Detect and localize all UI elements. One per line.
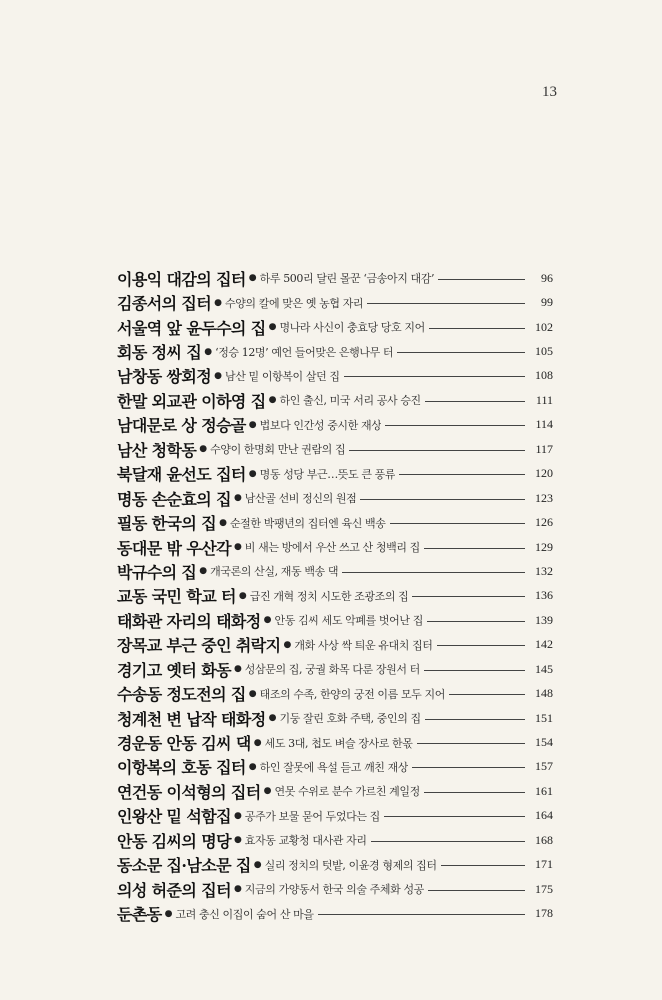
toc-entry-page-number: 111 (535, 392, 553, 407)
toc-entry-title: 동대문 밖 우산각 (117, 538, 231, 558)
toc-entry (117, 364, 553, 388)
toc-entry-description: 명동 성당 부근…뜻도 큰 풍류 (259, 467, 396, 481)
bullet-icon: ● (268, 713, 277, 724)
toc-entry-title: 김종서의 집터 (117, 294, 212, 314)
leader-line (360, 499, 525, 500)
toc-entry-description: 수양이 한명회 만난 권람의 집 (210, 443, 346, 457)
leader-line (390, 523, 526, 524)
toc-entry-description: 성삼문의 집, 궁궐 화목 다룬 장원서 터 (244, 663, 420, 677)
bullet-icon: ● (263, 615, 272, 626)
bullet-icon: ● (248, 761, 257, 772)
toc-entry-title: 장목교 부근 중인 취락지 (117, 636, 281, 656)
toc-entry (117, 290, 553, 314)
toc-entry-title: 남대문로 상 정승골 (117, 416, 246, 436)
toc-entry-title: 연건동 이석형의 집터 (117, 782, 261, 802)
leader-line (384, 816, 525, 817)
toc-entry-title: 경운동 안동 김씨 댁 (117, 734, 251, 754)
toc-entry-description: 수양의 칼에 맞은 옛 농협 자리 (224, 296, 364, 310)
leader-line (397, 352, 525, 353)
toc-entry-page-number: 151 (535, 710, 553, 725)
leader-line (437, 645, 525, 646)
leader-line (438, 279, 525, 280)
toc-entry-description: 순절한 박팽년의 집터엔 육신 백송 (229, 516, 386, 530)
bullet-icon: ● (233, 493, 242, 504)
toc-entry (117, 437, 553, 461)
toc-entry (117, 339, 553, 363)
toc-entry-description: 개국론의 산실, 재동 백송 댁 (210, 565, 339, 579)
toc-entry (117, 388, 553, 412)
bullet-icon: ● (164, 908, 173, 919)
leader-line (425, 719, 525, 720)
bullet-icon: ● (283, 639, 292, 650)
toc-entry-page-number: 168 (535, 832, 553, 847)
leader-line (424, 670, 525, 671)
bullet-icon: ● (233, 664, 242, 675)
leader-line (385, 425, 525, 426)
toc-entry (117, 657, 553, 681)
toc-entry-description: 안동 김씨 세도 악폐를 벗어난 집 (274, 614, 423, 628)
toc-entry-title: 동소문 집·남소문 집 (117, 856, 251, 876)
toc-entry (117, 413, 553, 437)
toc-entry-title: 남창동 쌍회정 (117, 367, 212, 387)
toc-entry-title: 회동 정씨 집 (117, 343, 202, 363)
toc-entry-page-number: 108 (535, 368, 553, 383)
table-of-contents (117, 266, 553, 926)
toc-entry-title: 남산 청학동 (117, 440, 197, 460)
bullet-icon: ● (219, 517, 227, 528)
bullet-icon: ● (248, 468, 257, 479)
toc-entry-page-number: 99 (541, 295, 553, 310)
leader-line (318, 914, 525, 915)
toc-entry-description: 실리 정치의 텃밭, 이윤경 형제의 집터 (264, 858, 437, 872)
toc-entry-title: 이항복의 호동 집터 (117, 758, 246, 778)
toc-entry (117, 266, 553, 290)
toc-entry-title: 경기고 옛터 화동 (117, 660, 231, 680)
bullet-icon: ● (253, 737, 262, 748)
toc-entry-page-number: 102 (535, 319, 553, 334)
toc-entry-description: ‘정승 12명’ 예언 들어맞은 은행나무 터 (215, 345, 394, 359)
toc-entry-title: 수송동 정도전의 집 (117, 685, 246, 705)
toc-entry (117, 486, 553, 510)
leader-line (449, 694, 525, 695)
toc-entry-page-number: 142 (535, 637, 553, 652)
toc-entry-page-number: 148 (535, 686, 553, 701)
toc-entry-title: 북달재 윤선도 집터 (117, 465, 246, 485)
leader-line (371, 841, 525, 842)
bullet-icon: ● (233, 810, 242, 821)
leader-line (425, 401, 525, 402)
toc-entry-title: 명동 손순효의 집 (117, 489, 231, 509)
toc-entry (117, 584, 553, 608)
toc-entry (117, 853, 553, 877)
toc-entry (117, 315, 553, 339)
toc-entry-page-number: 139 (535, 612, 553, 627)
toc-entry-description: 명나라 사신이 충효당 당호 지어 (279, 321, 425, 335)
toc-entry-page-number: 154 (535, 735, 553, 750)
bullet-icon: ● (268, 395, 277, 406)
toc-entry-page-number: 126 (535, 515, 553, 530)
toc-entry-page-number: 178 (535, 906, 553, 921)
toc-entry-page-number: 114 (535, 417, 553, 432)
bullet-icon: ● (248, 419, 257, 430)
toc-entry (117, 828, 553, 852)
toc-entry-page-number: 120 (535, 466, 553, 481)
toc-entry-description: 급진 개혁 정치 시도한 조광조의 집 (249, 589, 409, 603)
leader-line (399, 474, 525, 475)
leader-line (427, 621, 525, 622)
toc-entry-description: 남산골 선비 정신의 원점 (244, 492, 357, 506)
toc-entry-description: 하인 출신, 미국 서리 공사 승진 (279, 394, 421, 408)
leader-line (424, 792, 525, 793)
toc-entry (117, 559, 553, 583)
toc-entry (117, 804, 553, 828)
toc-entry-page-number: 136 (535, 588, 553, 603)
toc-entry-description: 지금의 가양동서 한국 의술 주체화 성공 (244, 883, 424, 897)
bullet-icon: ● (268, 322, 277, 333)
bullet-icon: ● (199, 444, 208, 455)
toc-entry-page-number: 145 (535, 661, 553, 676)
bullet-icon: ● (233, 884, 242, 895)
leader-line (441, 865, 525, 866)
toc-entry-title: 필동 한국의 집 (117, 514, 217, 534)
toc-entry-description: 효자동 교황청 대사관 자리 (244, 834, 367, 848)
toc-entry (117, 462, 553, 486)
leader-line (429, 328, 525, 329)
toc-entry-page-number: 96 (541, 270, 553, 285)
toc-entry (117, 535, 553, 559)
toc-entry-title: 인왕산 밑 석함집 (117, 807, 231, 827)
toc-entry-page-number: 117 (535, 441, 553, 456)
toc-entry-description: 공주가 보물 묻어 두었다는 집 (244, 809, 380, 823)
toc-entry (117, 706, 553, 730)
bullet-icon: ● (238, 590, 247, 601)
toc-entry-description: 비 새는 방에서 우산 쓰고 산 청백리 집 (244, 541, 420, 555)
bullet-icon: ● (248, 273, 257, 284)
bullet-icon: ● (233, 835, 242, 846)
bullet-icon: ● (204, 346, 213, 357)
toc-entry-description: 개화 사상 싹 틔운 유대치 집터 (294, 638, 433, 652)
toc-entry-title: 태화관 자리의 태화정 (117, 611, 261, 631)
leader-line (424, 548, 525, 549)
toc-entry-description: 태조의 수족, 한양의 궁전 이름 모두 지어 (259, 687, 445, 701)
toc-entry-title: 한말 외교관 이하영 집 (117, 391, 266, 411)
bullet-icon: ● (233, 542, 242, 553)
toc-entry (117, 510, 553, 534)
bullet-icon: ● (214, 370, 222, 381)
toc-entry-title: 이용익 대감의 집터 (117, 269, 246, 289)
leader-line (428, 890, 525, 891)
bullet-icon: ● (253, 859, 262, 870)
toc-entry-description: 하인 잘못에 욕설 듣고 깨친 재상 (259, 760, 409, 774)
leader-line (412, 596, 525, 597)
bullet-icon: ● (214, 297, 222, 308)
toc-entry-description: 연못 수위로 분수 가르친 계일정 (274, 785, 420, 799)
toc-entry (117, 877, 553, 901)
toc-entry (117, 901, 553, 925)
page-number: 13 (542, 84, 557, 100)
toc-entry-page-number: 123 (535, 490, 553, 505)
toc-entry-page-number: 175 (535, 881, 553, 896)
toc-entry-title: 교동 국민 학교 터 (117, 587, 236, 607)
toc-entry (117, 755, 553, 779)
toc-entry-title: 둔촌동 (117, 905, 162, 925)
leader-line (344, 376, 525, 377)
toc-entry (117, 779, 553, 803)
toc-entry-title: 청계천 변 납작 태화정 (117, 709, 266, 729)
toc-entry-page-number: 132 (535, 563, 553, 578)
toc-entry-page-number: 164 (535, 808, 553, 823)
toc-entry-title: 박규수의 집 (117, 562, 197, 582)
toc-entry-title: 서울역 앞 윤두수의 집 (117, 318, 266, 338)
toc-entry-description: 고려 충신 이집이 숨어 산 마을 (175, 907, 314, 921)
toc-entry-page-number: 129 (535, 539, 553, 554)
toc-entry-page-number: 157 (535, 759, 553, 774)
toc-entry-page-number: 161 (535, 783, 553, 798)
toc-entry (117, 633, 553, 657)
toc-entry-page-number: 171 (535, 857, 553, 872)
toc-entry (117, 608, 553, 632)
leader-line (412, 767, 525, 768)
toc-entry (117, 730, 553, 754)
toc-entry-page-number: 105 (535, 344, 553, 359)
toc-entry-description: 남산 밑 이항복이 살던 집 (224, 369, 340, 383)
toc-entry-description: 하루 500리 달린 몰꾼 ‘금송아지 대감’ (259, 272, 435, 286)
bullet-icon: ● (263, 786, 272, 797)
leader-line (342, 572, 525, 573)
toc-entry-description: 기둥 잘린 호화 주택, 중인의 집 (279, 712, 421, 726)
bullet-icon: ● (248, 688, 257, 699)
bullet-icon: ● (199, 566, 208, 577)
leader-line (349, 450, 525, 451)
leader-line (367, 303, 525, 304)
toc-entry-title: 의성 허준의 집터 (117, 880, 231, 900)
toc-entry-description: 세도 3대, 첩도 벼슬 장사로 한몫 (264, 736, 413, 750)
toc-entry-description: 법보다 인간성 중시한 재상 (259, 418, 382, 432)
toc-entry (117, 681, 553, 705)
toc-entry-title: 안동 김씨의 명당 (117, 831, 231, 851)
leader-line (417, 743, 525, 744)
